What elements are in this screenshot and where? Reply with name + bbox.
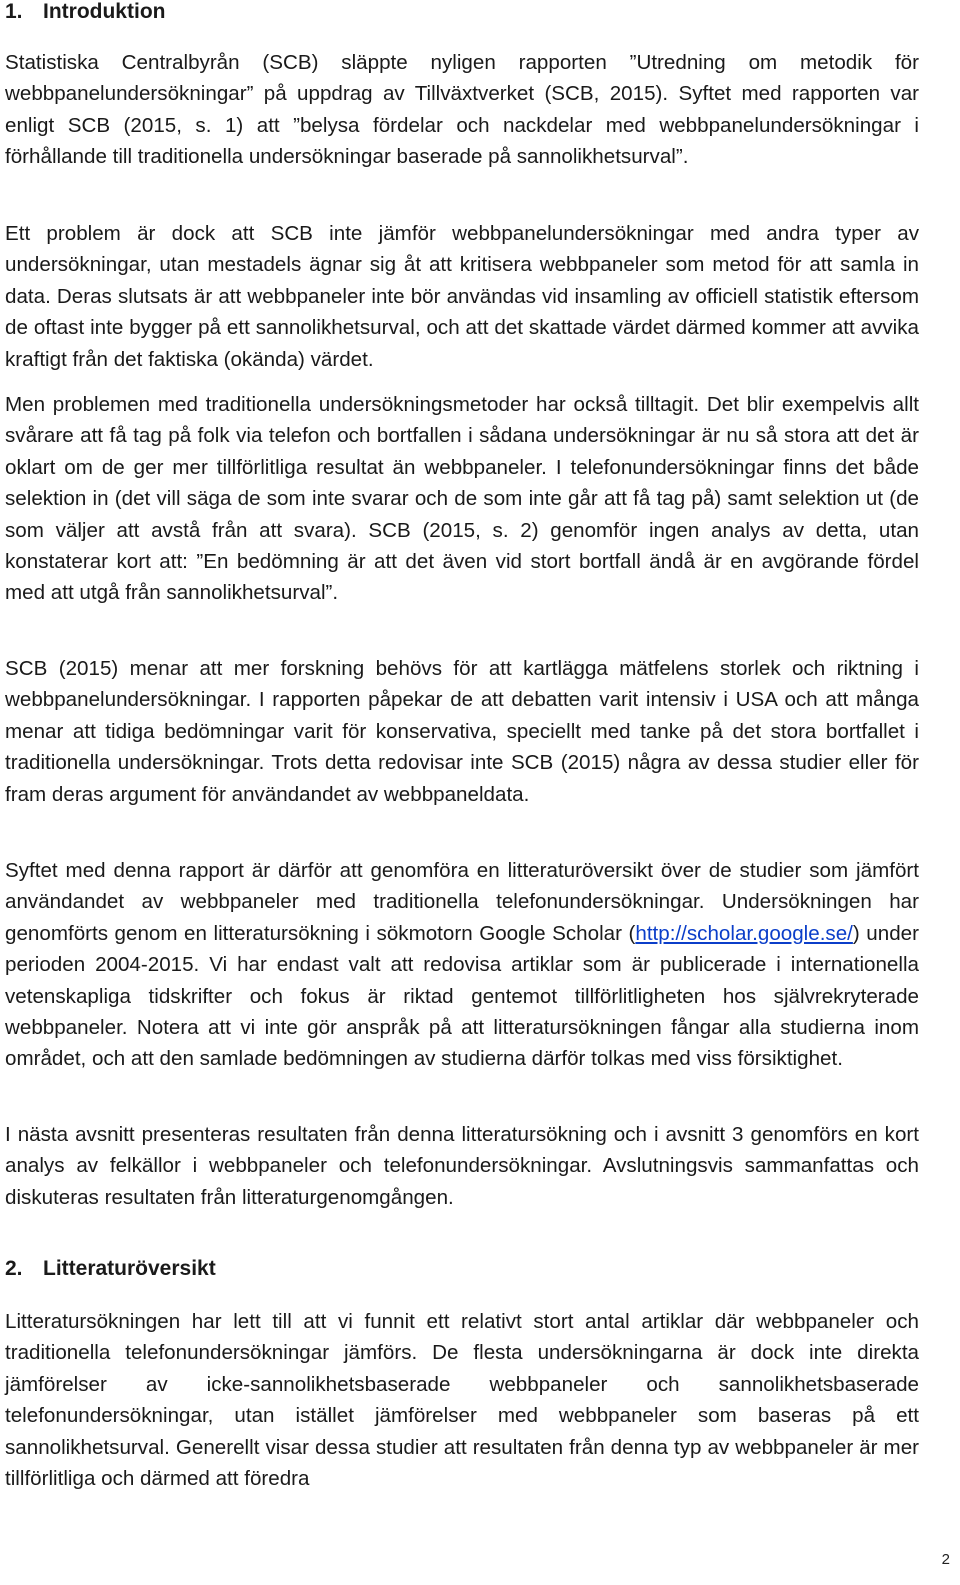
paragraph <box>5 218 919 375</box>
section-title: Introduktion <box>43 0 166 23</box>
paragraph <box>5 1306 919 1494</box>
section-heading-litteraturoversikt <box>5 1257 216 1281</box>
page-number: 2 <box>941 1551 950 1568</box>
paragraph <box>5 653 919 810</box>
paragraph-text: Statistiska Centralbyrån (SCB) släppte nyligen rapporten ”Utredning om metodik för webbpanelundersökningar” på uppdrag av Tillväxtverket (SCB, 2015). Syftet med rapporten var enligt SCB (2015, s. 1) att ”belysa fördelar och nackdelar med webbpanelundersökningar i förhållande till traditionella undersökningar baserade på sannolikhetsurval”. <box>5 51 919 169</box>
section-title: Litteraturöversikt <box>43 1257 216 1280</box>
paragraph-text: SCB (2015) menar att mer forskning behövs för att kartlägga mätfelens storlek och riktning i webbpanelundersökningar. I rapporten påpekar de att debatten varit intensiv i USA och att många menar att tidiga bedömningar varit för konservativa, speciellt med tanke på det stora bortfallet i traditionella undersökningar. Trots detta redovisar inte SCB (2015) några av dessa studier eller för fram deras argument för användandet av webbpaneldata. <box>5 657 919 806</box>
paragraph-text: Ett problem är dock att SCB inte jämför webbpanelundersökningar med andra typer av undersökningar, utan mestadels ägnar sig åt att kritisera webbpaneler som metod för att samla in data. Deras slutsats är att webbpaneler inte bör användas vid insamling av officiell statistik eftersom de oftast inte bygger på ett sannolikhetsurval, och att det skattade värdet därmed kommer att avvika kraftigt från det faktiska (okända) värdet. <box>5 222 919 371</box>
section-number: 2. <box>5 1257 23 1280</box>
paragraph-text <box>5 855 919 1075</box>
paragraph-text: I nästa avsnitt presenteras resultaten från denna litteratursökning och i avsnitt 3 genomförs en kort analys av felkällor i webbpaneler och telefonundersökningar. Avslutningsvis sammanfattas och diskuteras resultaten från litteraturgenomgången. <box>5 1123 919 1209</box>
section-heading-introduktion <box>5 0 165 24</box>
paragraph <box>5 47 919 173</box>
scholar-link[interactable]: http://scholar.google.se/ <box>635 921 853 945</box>
section-number: 1. <box>5 0 23 23</box>
paragraph-text: Litteratursökningen har lett till att vi funnit ett relativt stort antal artiklar där webbpaneler och traditionella telefonundersökningar jämförs. De flesta undersökningarna är dock inte direkta jämförelser av icke-sannolikhetsbaserade webbpaneler och sannolikhetsbaserade telefonundersökningar, utan istället jämförelser med webbpaneler som baseras på ett sannolikhetsurval. Generellt visar dessa studier att resultaten från denna typ av webbpaneler är mer tillförlitliga och därmed att föredra <box>5 1310 919 1491</box>
text-span: ) under perioden 2004-2015. Vi har endast valt att redovisa artiklar som är publicerade i internationella vetenskapliga tidskrifter och fokus är riktad gentemot tillförlitligheten hos självrekryterade webbpaneler. Notera att vi inte gör anspråk på att litteratursökningen fångar alla studierna inom området, och att den samlade bedömningen av studierna därför tolkas med viss försiktighet. <box>5 921 919 1071</box>
paragraph <box>5 855 919 1075</box>
text-span: Syftet med denna rapport är därför att genomföra en litteraturöversikt över de studier som jämfört användandet av webbpaneler med traditionella telefonundersökningar. Undersökningen har genomförts genom en litteratursökning i sökmotorn Google Scholar ( <box>5 859 919 945</box>
paragraph <box>5 1119 919 1213</box>
paragraph-text: Men problemen med traditionella undersökningsmetoder har också tilltagit. Det blir exempelvis allt svårare att få tag på folk via telefon och bortfallen i sådana undersökningar är nu så stora att det är oklart om de ger mer tillförlitliga resultat än webbpaneler. I telefonundersökningar finns det både selektion in (det vill säga de som inte svarar och de som inte går att få tag på) samt selektion ut (de som väljer att avstå från att svara). SCB (2015, s. 2) genomför ingen analys av detta, utan konstaterar kort att: ”En bedömning är att det även vid stort bortfall ändå är en avgörande fördel med att utgå från sannolikhetsurval”. <box>5 393 919 605</box>
paragraph <box>5 389 919 609</box>
